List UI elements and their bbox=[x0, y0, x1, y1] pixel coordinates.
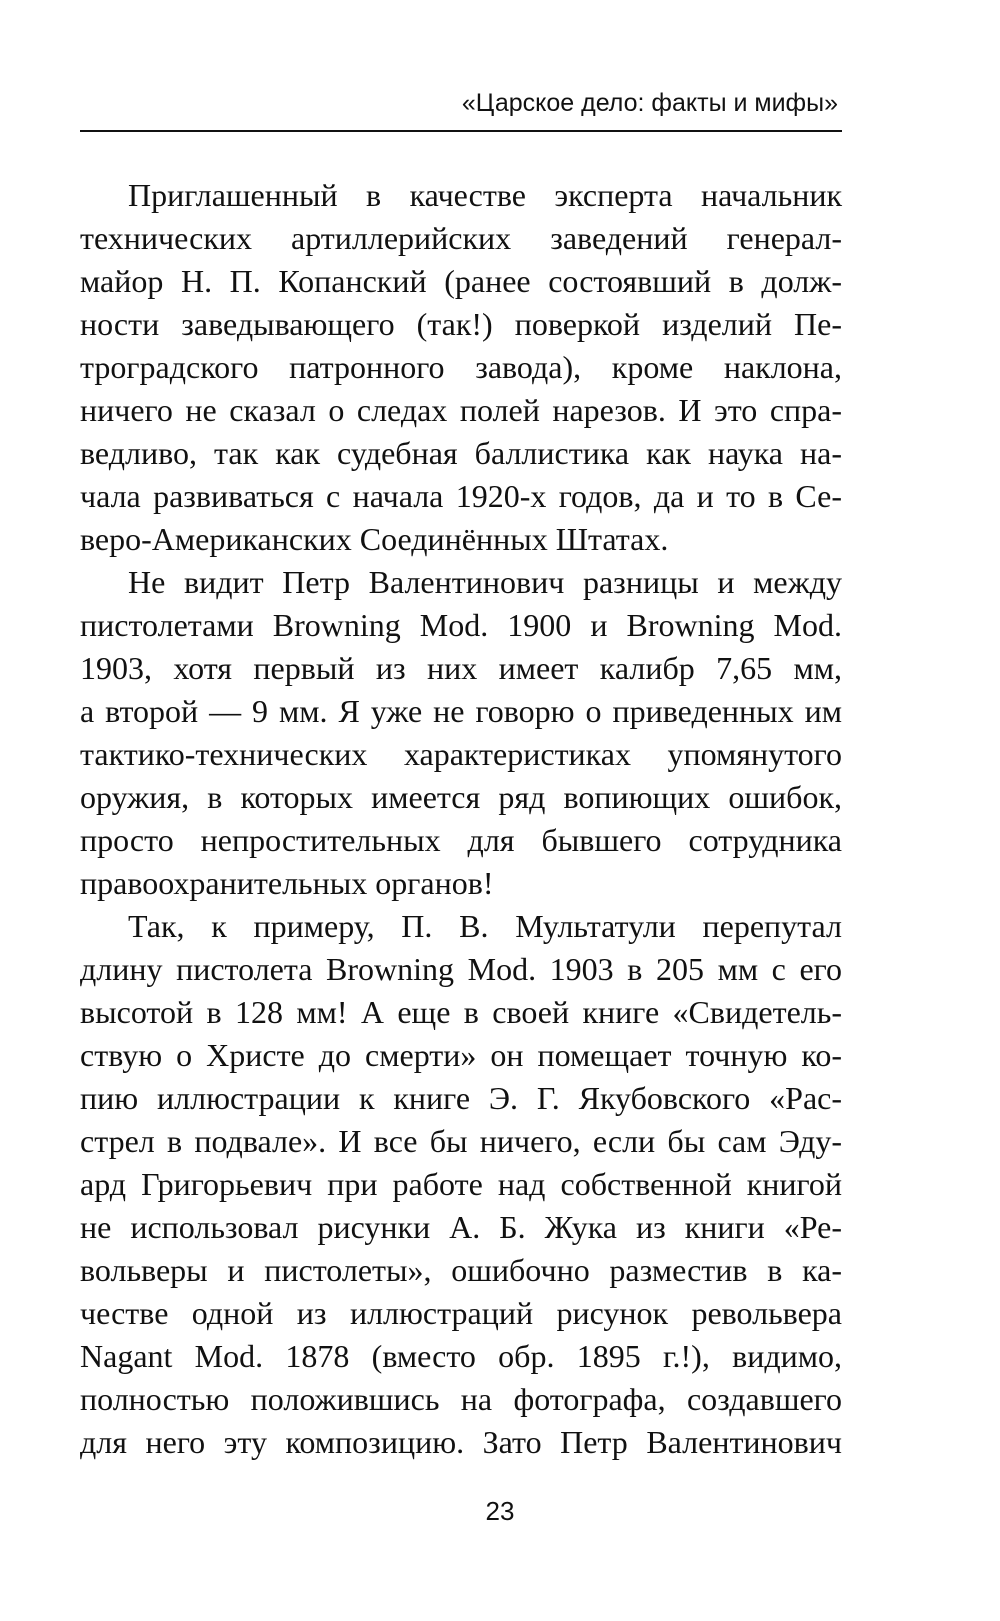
text-line: для него эту композицию. Зато Петр Валентинович bbox=[80, 1424, 842, 1460]
text-line: ард Григорьевич при работе над собственной книгой bbox=[80, 1166, 842, 1202]
text-line: не использовал рисунки А. Б. Жука из книги «Ре- bbox=[80, 1209, 842, 1245]
text-line: майор Н. П. Копанский (ранее состоявший в долж- bbox=[80, 263, 842, 299]
paragraph-3 bbox=[80, 905, 842, 1464]
text-line: длину пистолета Browning Mod. 1903 в 205 мм с его bbox=[80, 951, 843, 987]
text-line: правоохранительных органов! bbox=[80, 865, 494, 901]
text-line: веро-Американских Соединённых Штатах. bbox=[80, 521, 669, 557]
text-line: Nagant Mod. 1878 (вместо обр. 1895 г.!), видимо, bbox=[80, 1338, 842, 1374]
text-line: пию иллюстрации к книге Э. Г. Якубовского «Рас- bbox=[80, 1080, 842, 1116]
text-line: 1903, хотя первый из них имеет калибр 7,65 мм, bbox=[80, 650, 842, 686]
page-number: 23 bbox=[485, 1496, 515, 1526]
text-line: ведливо, так как судебная баллистика как наука на- bbox=[80, 435, 842, 471]
text-line: Приглашенный в качестве эксперта начальник bbox=[128, 177, 842, 213]
text-line: стрел в подвале». И все бы ничего, если бы сам Эду- bbox=[80, 1123, 842, 1159]
text-line: а второй — 9 мм. Я уже не говорю о приведенных им bbox=[80, 693, 842, 729]
paragraph-2 bbox=[80, 561, 842, 905]
text-line: чала развиваться с начала 1920-х годов, да и то в Се- bbox=[80, 478, 842, 514]
text-line: ствую о Христе до смерти» он помещает точную ко- bbox=[80, 1037, 842, 1073]
text-line: пистолетами Browning Mod. 1900 и Browning Mod. bbox=[80, 607, 842, 643]
text-line: ности заведывающего (так!) поверкой изделий Пе- bbox=[80, 306, 842, 342]
text-line: троградского патронного завода), кроме наклона, bbox=[80, 349, 842, 385]
running-header: «Царское дело: факты и мифы» bbox=[461, 89, 838, 117]
text-line: Так, к примеру, П. В. Мультатули перепутал bbox=[128, 908, 842, 944]
text-line: просто непростительных для бывшего сотрудника bbox=[80, 822, 842, 858]
text-line: ничего не сказал о следах полей нарезов. И это спра- bbox=[80, 392, 842, 428]
text-line: честве одной из иллюстраций рисунок револьвера bbox=[80, 1295, 842, 1331]
text-line: Не видит Петр Валентинович разницы и между bbox=[128, 564, 842, 600]
text-line: вольверы и пистолеты», ошибочно разместив в ка- bbox=[80, 1252, 842, 1288]
header-rule bbox=[80, 130, 842, 132]
paragraph-1 bbox=[80, 174, 842, 561]
text-line: оружия, в которых имеется ряд вопиющих ошибок, bbox=[80, 779, 842, 815]
text-line: тактико-технических характеристиках упомянутого bbox=[80, 736, 842, 772]
text-line: полностью положившись на фотографа, создавшего bbox=[80, 1381, 842, 1417]
text-line: технических артиллерийских заведений генерал- bbox=[80, 220, 842, 256]
text-line: высотой в 128 мм! А еще в своей книге «Свидетель- bbox=[80, 994, 842, 1030]
body-text bbox=[80, 174, 842, 1464]
